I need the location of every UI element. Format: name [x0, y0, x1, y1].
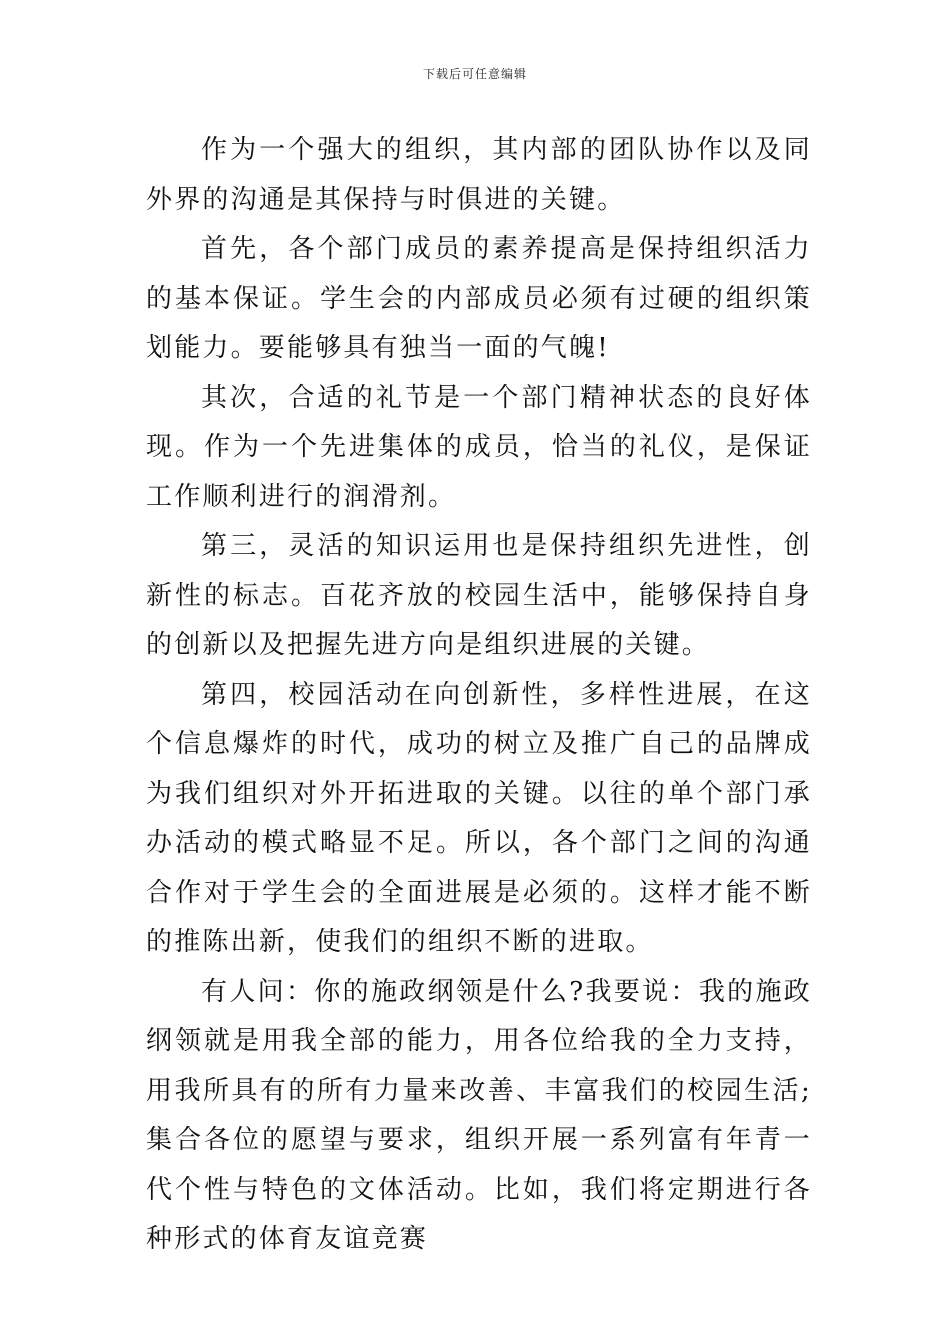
paragraph-platform: 有人问：你的施政纲领是什么?我要说：我的施政纲领就是用我全部的能力，用各位给我的全力支持，用我所具有的所有力量来改善、丰富我们的校园生活;集合各位的愿望与要求，组织开展一系列富有年青一代个性与特色的文体活动。比如，我们将定期进行各种形式的体育友谊竞赛 [146, 976, 812, 1254]
document-body [146, 126, 812, 1265]
paragraph-intro: 作为一个强大的组织，其内部的团队协作以及同外界的沟通是其保持与时俱进的关键。 [146, 135, 812, 215]
paragraph-third: 第三，灵活的知识运用也是保持组织先进性，创新性的标志。百花齐放的校园生活中，能够保持自身的创新以及把握先进方向是组织进展的关键。 [146, 531, 812, 660]
paragraph-first: 首先，各个部门成员的素养提高是保持组织活力的基本保证。学生会的内部成员必须有过硬的组织策划能力。要能够具有独当一面的气魄! [146, 234, 812, 363]
page-header-note: 下载后可任意编辑 [422, 67, 527, 81]
paragraph-second: 其次，合适的礼节是一个部门精神状态的良好体现。作为一个先进集体的成员，恰当的礼仪，是保证工作顺利进行的润滑剂。 [146, 382, 812, 512]
paragraph-fourth: 第四，校园活动在向创新性，多样性进展，在这个信息爆炸的时代，成功的树立及推广自己的品牌成为我们组织对外开拓进取的关键。以往的单个部门承办活动的模式略显不足。所以，各个部门之间的沟通合作对于学生会的全面进展是必须的。这样才能不断的推陈出新，使我们的组织不断的进取。 [146, 679, 812, 957]
